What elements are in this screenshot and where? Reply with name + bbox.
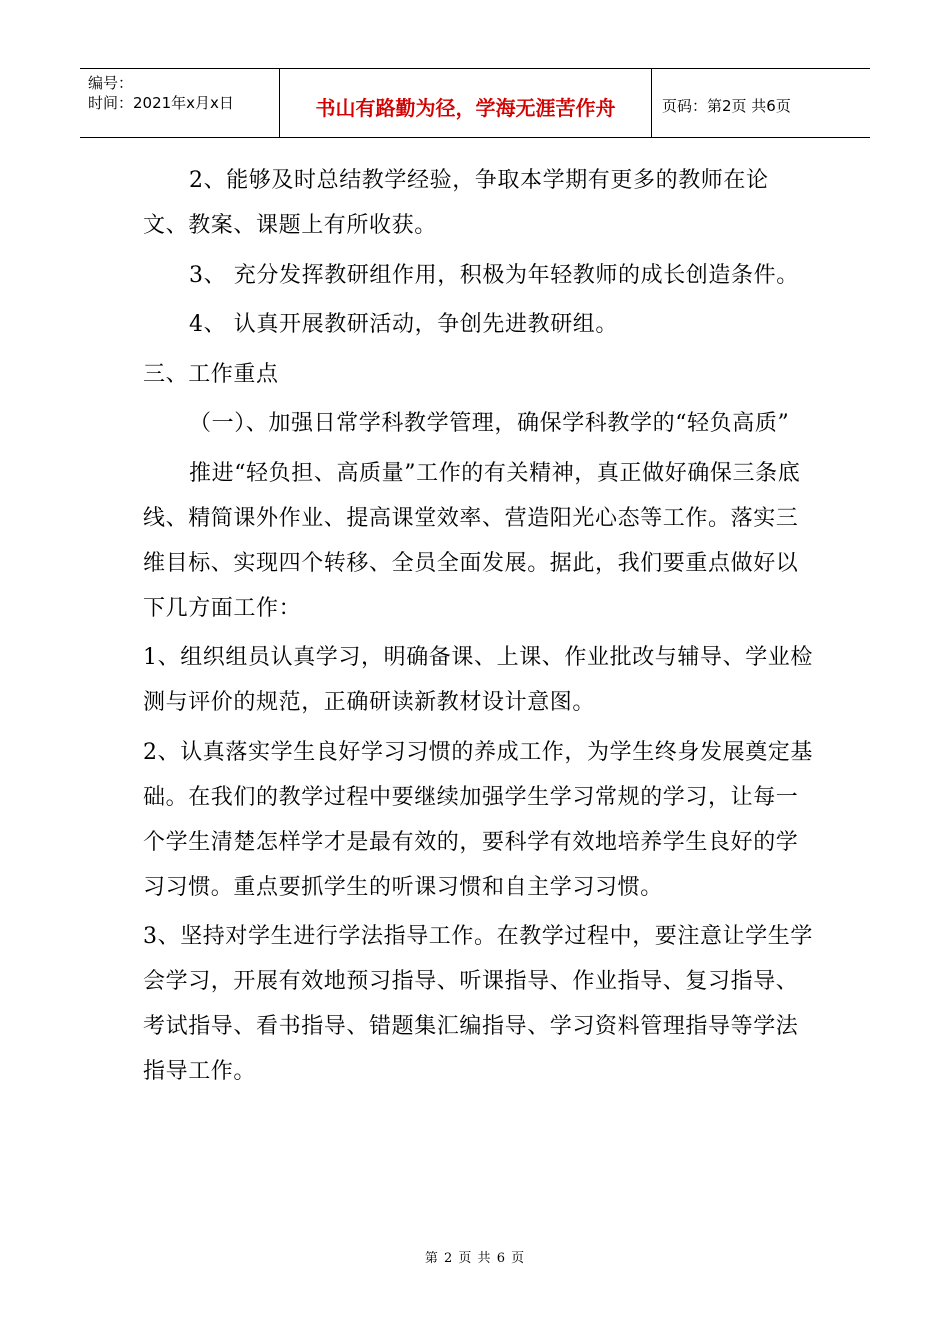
paragraph-intro: 推进“轻负担、高质量”工作的有关精神，真正做好确保三条底线、精简课外作业、提高课堂效率、营造阳光心态等工作。落实三维目标、实现四个转移、全员全面发展。据此，我们要重点做好以下几方面工作： [143,460,801,621]
subsection-heading: （一）、加强日常学科教学管理，确保学科教学的“轻负高质” [189,411,790,436]
list-item-3: 3、坚持对学生进行学法指导工作。在教学过程中，要注意让学生学会学习，开展有效地预习指导、听课指导、作业指导、复习指导、考试指导、看书指导、错题集汇编指导、学习资料管理指导等学法指导工作。 [143,924,813,1084]
list-item-2: 2、认真落实学生良好学习习惯的养成工作，为学生终身发展奠定基础。在我们的教学过程中要继续加强学生学习常规的学习，让每一个学生清楚怎样学才是最有效的，要科学有效地培养学生良好的学习习惯。重点要抓学生的听课习惯和自主学习习惯。 [143,739,813,900]
paragraph-goal-4: 4、 认真开展教研活动，争创先进教研组。 [189,312,618,337]
header-meta [80,69,280,137]
header-page-info: 页码：第2页 共6页 [662,96,791,115]
section-heading: 三、工作重点 [143,361,279,387]
page-header [80,68,870,138]
list-item-1: 1、组织组员认真学习，明确备课、上课、作业批改与辅导、学业检测与评价的规范，正确研读新教材设计意图。 [143,645,813,715]
paragraph-goal-3: 3、 充分发挥教研组作用，积极为年轻教师的成长创造条件。 [189,262,799,288]
header-motto: 书山有路勤为径，学海无涯苦作舟 [280,69,652,137]
document-date: 时间：2021年x月x日 [88,94,234,112]
paragraph-goal-2: 2、能够及时总结教学经验，争取本学期有更多的教师在论文、教案、课题上有所收获。 [143,168,769,238]
document-body [143,158,813,1099]
document-number-label: 编号： [88,74,134,92]
page-footer: 第 2 页 共 6 页 [424,1251,526,1266]
